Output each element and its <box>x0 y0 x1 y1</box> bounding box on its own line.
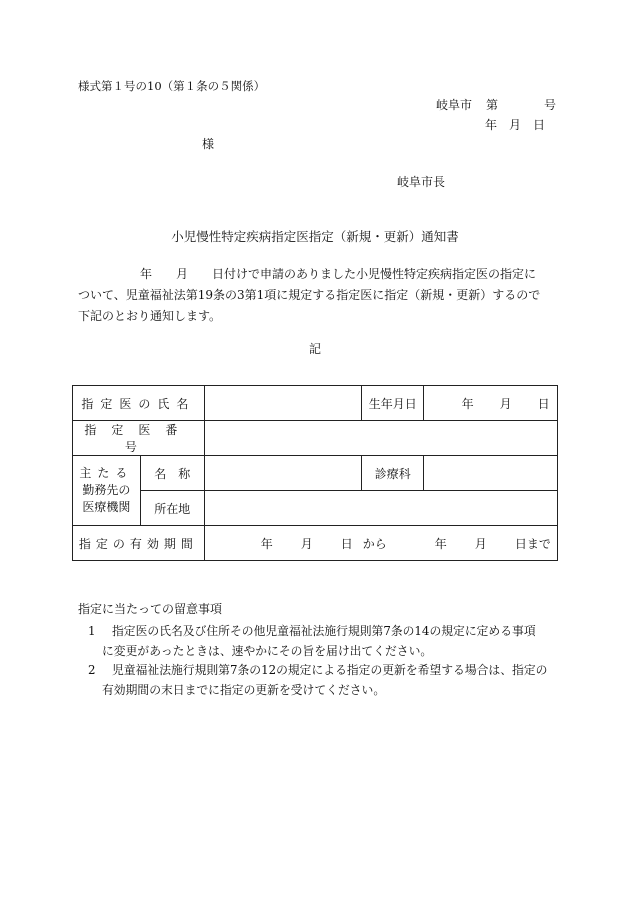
designation-table <box>72 385 558 561</box>
table-row <box>73 456 558 491</box>
institution-name-label: 名 称 <box>140 456 204 491</box>
number-label: 指定医番号 <box>73 421 205 456</box>
number-value <box>204 421 557 456</box>
issue-year: 年 <box>485 118 498 132</box>
body-month: 月 <box>176 267 189 281</box>
validity-value: 年 月 日 から 年 月 日まで <box>204 526 557 561</box>
table-row <box>73 491 558 526</box>
issue-month: 月 <box>509 118 522 132</box>
addressee-sama: 様 <box>202 137 215 151</box>
address-label: 所在地 <box>140 491 204 526</box>
department-value <box>424 456 558 491</box>
body-line3: 下記のとおり通知します。 <box>78 309 222 323</box>
validity-label: 指定の有効期間 <box>73 526 205 561</box>
document-title: 小児慢性特定疾病指定医指定（新規・更新）通知書 <box>171 229 459 244</box>
body-line1: 日付けで申請のありました小児慢性特定疾病指定医の指定に <box>212 267 537 281</box>
note-item: 2 児童福祉法施行規則第7条の12の規定による指定の更新を希望する場合は、指定の 有効期間の末日までに指定の更新を受けてください。 <box>88 663 548 697</box>
note-item: 1 指定医の氏名及び住所その他児童福祉法施行規則第7条の14の規定に定める事項 に変更があったときは、速やかにその旨を届け出てください。 <box>88 624 536 658</box>
body-line2: ついて、児童福祉法第19条の3第1項に規定する指定医に指定（新規・更新）するので <box>78 288 541 302</box>
birthdate-label: 生年月日 <box>362 386 424 421</box>
table-row <box>73 421 558 456</box>
institution-name-value <box>204 456 362 491</box>
issue-day: 日 <box>533 118 546 132</box>
name-value <box>204 386 362 421</box>
main-institution-label: 主たる 勤務先の 医療機関 <box>73 456 141 526</box>
issue-date <box>485 119 545 131</box>
city-name: 岐阜市 <box>436 98 473 112</box>
address-value <box>204 491 557 526</box>
ki-heading: 記 <box>308 342 321 356</box>
body-text <box>78 264 558 327</box>
number-go: 号 <box>544 98 557 112</box>
form-label: 様式第１号の10（第１条の５関係） <box>78 79 266 93</box>
table-row <box>73 526 558 561</box>
number-dai: 第 <box>486 98 499 112</box>
department-label: 診療科 <box>362 456 424 491</box>
notes-heading: 指定に当たっての留意事項 <box>78 602 223 616</box>
table-row <box>73 386 558 421</box>
issuer: 岐阜市長 <box>397 175 446 189</box>
name-label: 指定医の氏名 <box>73 386 205 421</box>
body-year: 年 <box>140 267 153 281</box>
document-number <box>436 99 556 111</box>
birthdate-value: 年 月 日 <box>424 386 558 421</box>
